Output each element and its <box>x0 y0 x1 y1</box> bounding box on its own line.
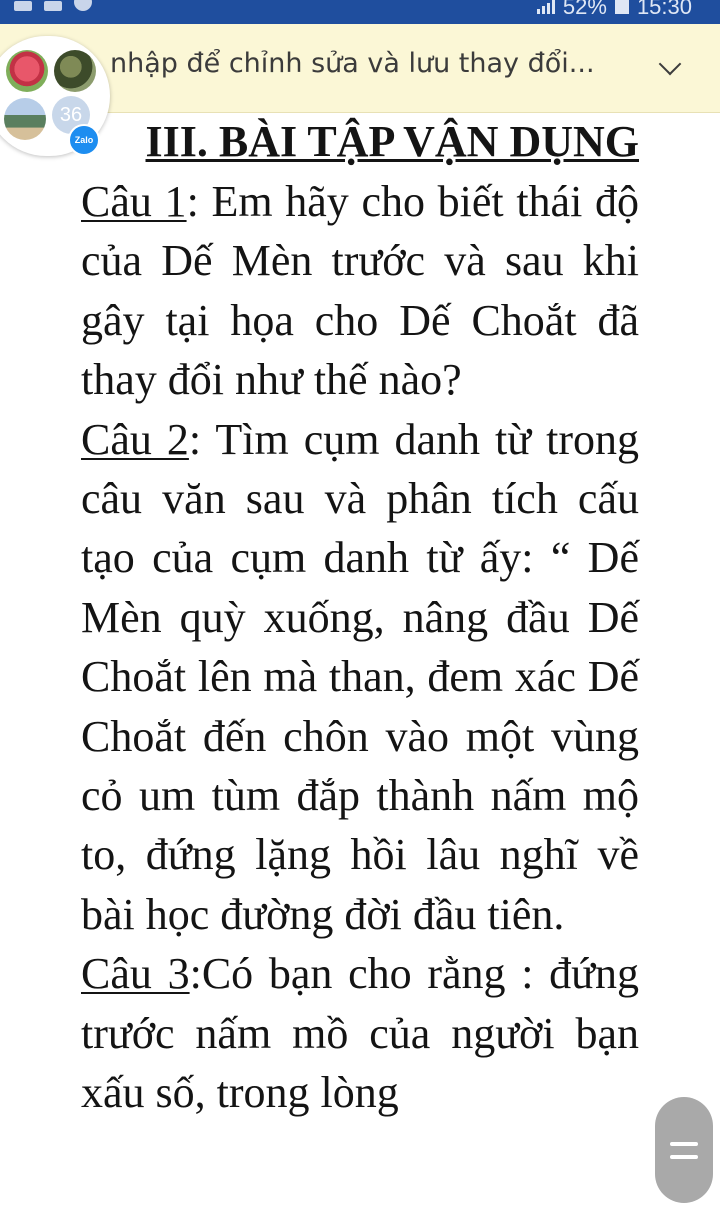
status-notification-icons <box>14 0 92 12</box>
question-1 <box>81 172 639 410</box>
status-bar <box>0 0 720 24</box>
question-label: Câu 2 <box>81 414 189 464</box>
question-text: : Em hãy cho biết thái độ của Dế Mèn trước và sau khi gây tại họa cho Dế Choắt đã thay đổi như thế nào? <box>81 177 639 405</box>
question-text: :Có bạn cho rằng : đứng trước nấm mồ của người bạn xấu số, trong lòng <box>81 949 639 1118</box>
avatar <box>54 50 96 92</box>
section-heading: III. BÀI TẬP VẬN DỤNG <box>145 117 639 166</box>
signal-icon <box>537 0 555 14</box>
grip-line <box>670 1142 698 1146</box>
avatar <box>4 98 46 140</box>
battery-percentage: 52% <box>562 0 607 19</box>
notification-text: nhập để chỉnh sửa và lưu thay đổi... <box>110 48 595 79</box>
battery-icon <box>615 0 629 14</box>
question-2 <box>81 410 639 945</box>
gallery-notification-icon <box>44 1 62 11</box>
clock: 15:30 <box>636 0 692 19</box>
question-3 <box>81 944 639 1122</box>
document-content <box>81 112 639 1123</box>
app-notification-icon <box>74 0 92 11</box>
grip-line <box>670 1155 698 1159</box>
scroll-handle[interactable] <box>655 1097 713 1203</box>
status-indicators <box>537 0 692 20</box>
unread-count-badge: 36 <box>52 96 90 134</box>
chat-heads-bubble[interactable] <box>0 36 110 156</box>
question-text: : Tìm cụm danh từ trong câu văn sau và phân tích cấu tạo của cụm danh từ ấy: “ Dế Mèn quỳ xuống, nâng đầu Dế Choắt lên mà than, đem xác Dế Choắt đến chôn vào một vùng cỏ um tùm đắp thành nấm mộ to, đứng lặng hồi lâu nghĩ về bài học đường đời đầu tiên. <box>81 414 639 939</box>
question-label: Câu 1 <box>81 177 187 226</box>
chevron-down-icon[interactable] <box>659 53 682 76</box>
zalo-icon: Zalo <box>68 124 100 156</box>
avatar <box>6 50 48 92</box>
zalo-notification-icon <box>14 1 32 11</box>
question-label: Câu 3 <box>81 949 190 999</box>
